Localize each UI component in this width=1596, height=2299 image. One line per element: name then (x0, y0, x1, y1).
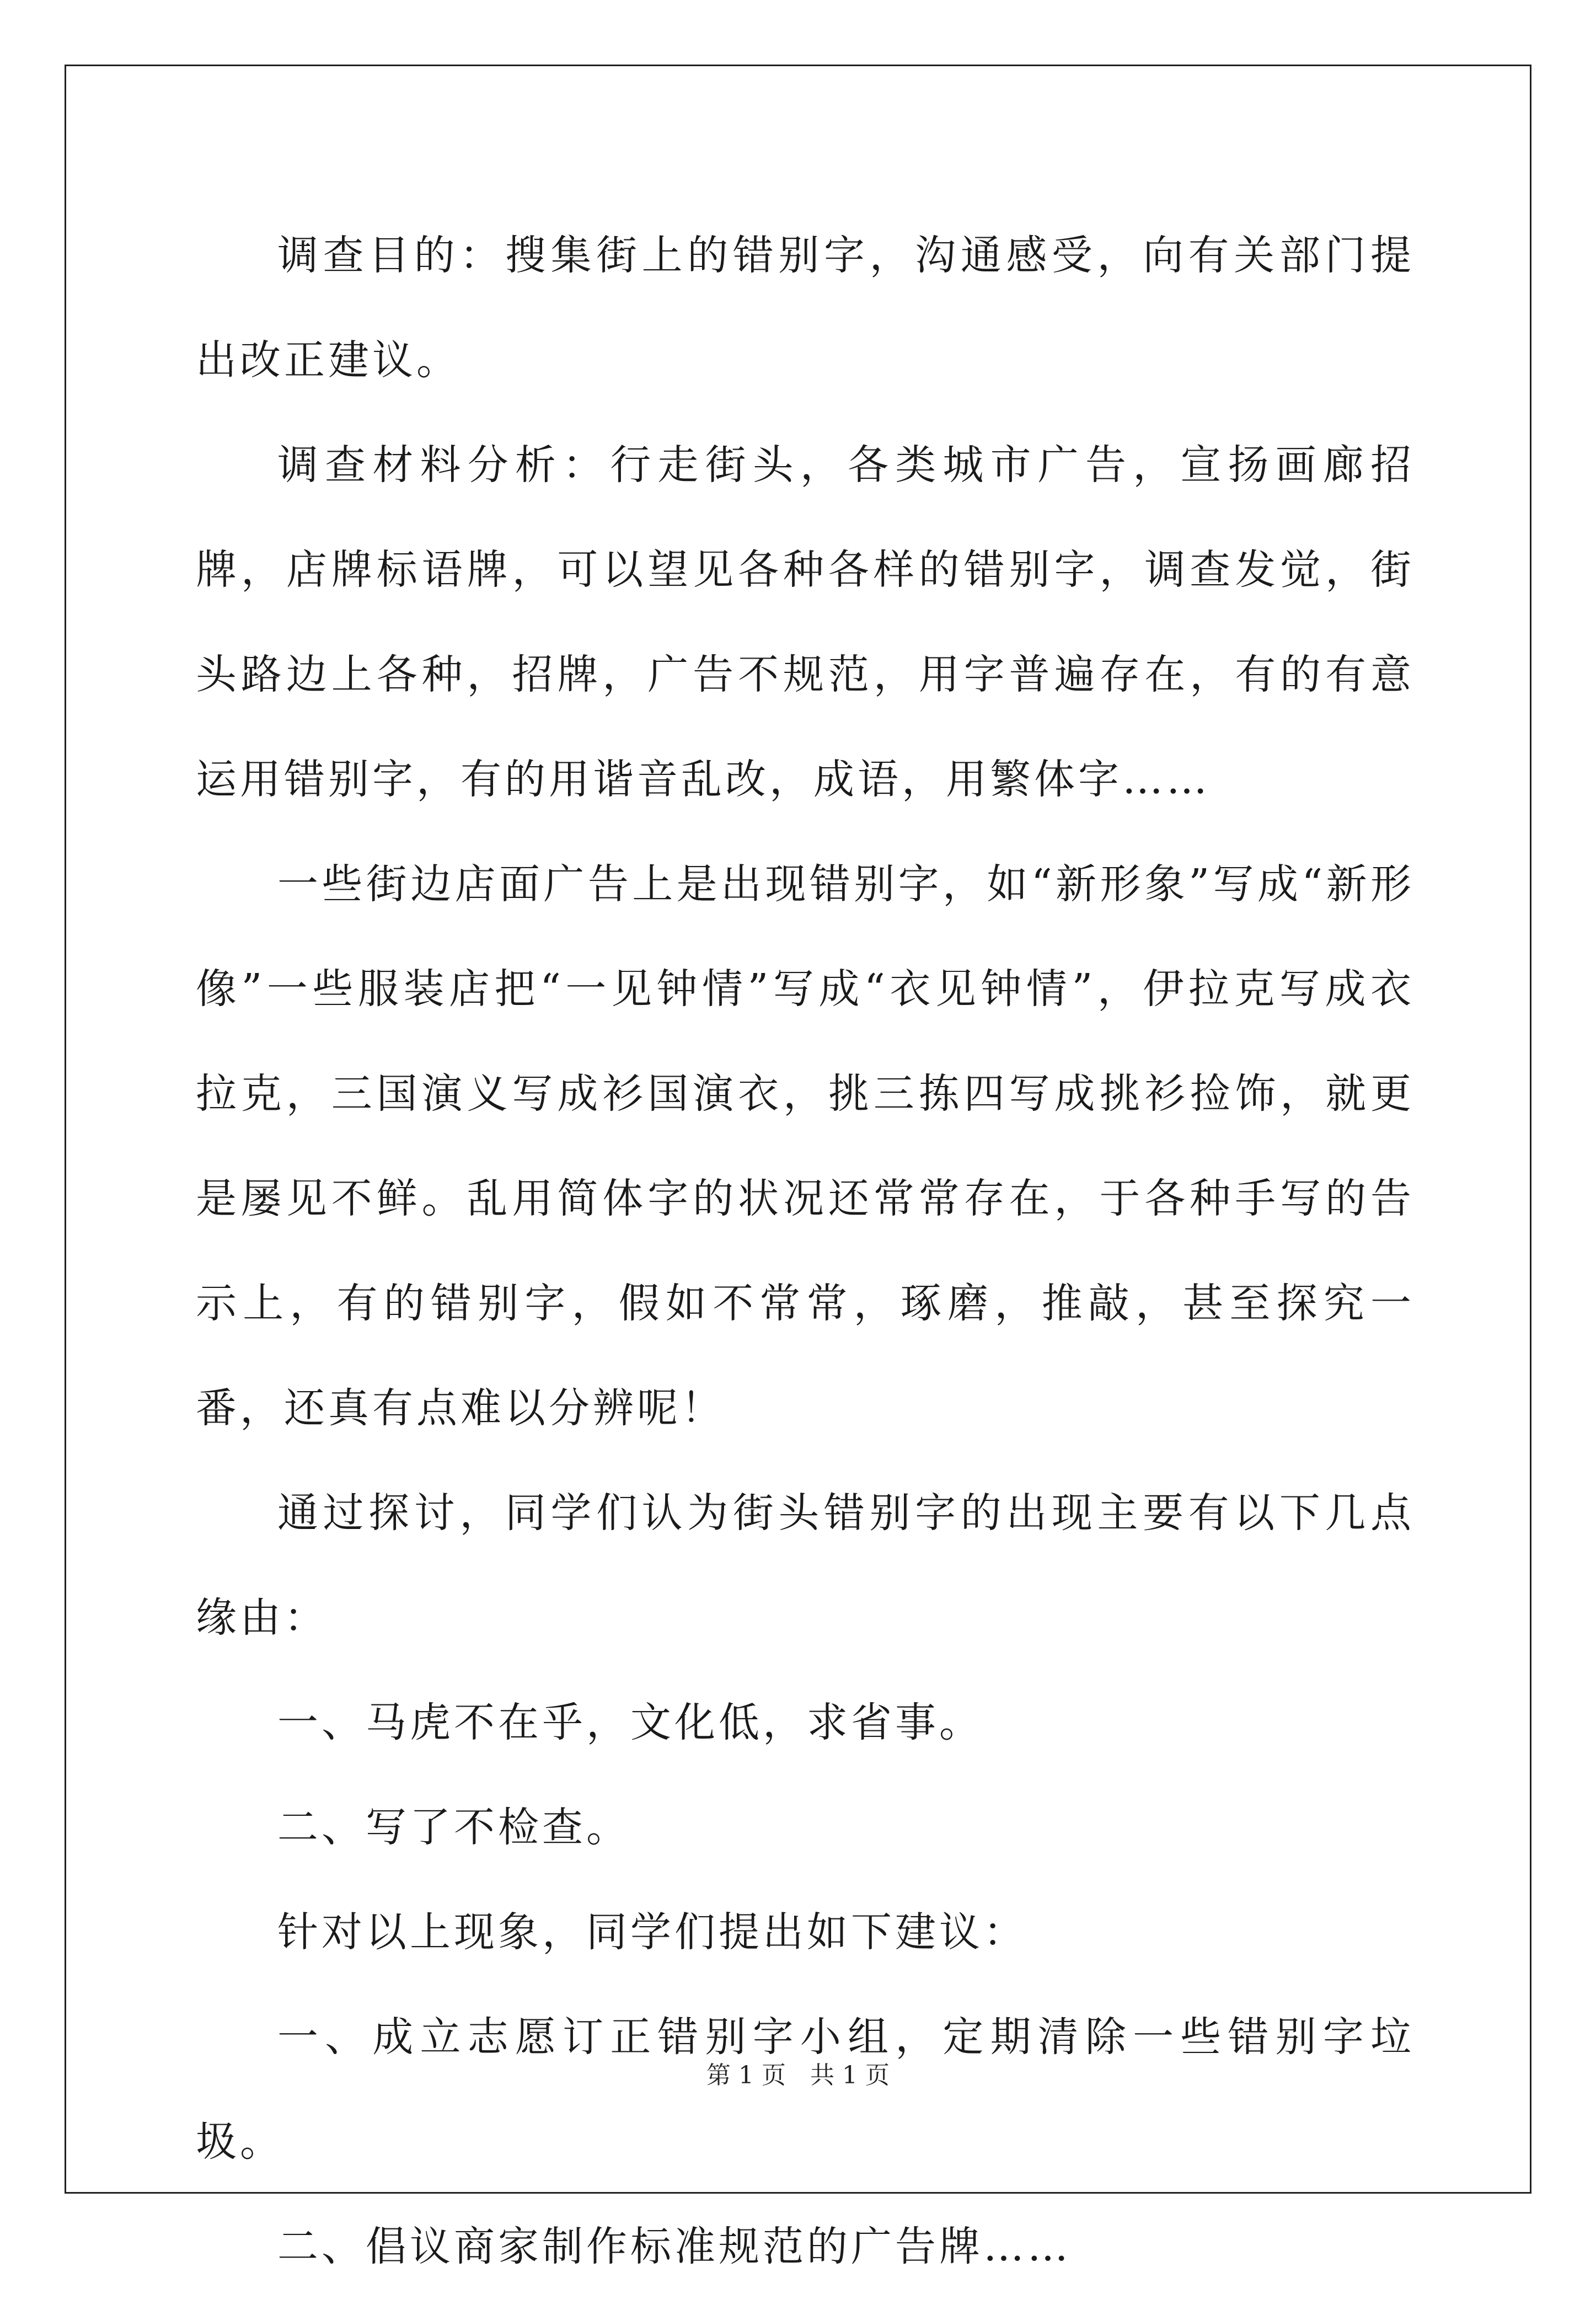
paragraph-reason-two: 二、写了不检查。 (277, 1804, 630, 1851)
page-total: 共 1 页 (810, 2061, 890, 2089)
paragraph-purpose: 调查目的：搜集街上的错别字，沟通感受，向有关部门提出改正建议。 (196, 232, 1415, 384)
paragraph-suggestion-two: 二、倡议商家制作标准规范的广告牌…… (277, 2223, 1072, 2270)
paragraph-examples: 一些街边店面广告上是出现错别字，如“新形象”写成“新形像”一些服装店把“一见钟情”写成“衣见钟情”，伊拉克写成衣拉克，三国演义写成衫国演衣，挑三拣四写成挑衫捡饰，就更是屡见不鲜。乱用简体字的状况还常常存在，于各种手写的告示上，有的错别字，假如不常常，琢磨，推敲，甚至探究一番，还真有点难以分辨呢！ (196, 860, 1415, 1432)
paragraph-reason-one: 一、马虎不在乎，文化低，求省事。 (277, 1699, 983, 1746)
document-body (196, 203, 1415, 2299)
paragraph-analysis: 调查材料分析：行走街头，各类城市广告，宣扬画廊招牌，店牌标语牌，可以望见各种各样的错别字，调查发觉，街头路边上各种，招牌，广告不规范，用字普遍存在，有的有意运用错别字，有的用谐音乱改，成语，用繁体字…… (196, 441, 1415, 803)
page-footer (0, 2059, 1596, 2092)
paragraph-suggestions-intro: 针对以上现象，同学们提出如下建议： (277, 1908, 1027, 1956)
paragraph-reasons-intro: 通过探讨，同学们认为街头错别字的出现主要有以下几点缘由： (196, 1489, 1415, 1642)
paragraph-suggestion-one: 一、成立志愿订正错别字小组，定期清除一些错别字垃圾。 (196, 2013, 1415, 2166)
page-number: 第 1 页 (706, 2061, 786, 2089)
